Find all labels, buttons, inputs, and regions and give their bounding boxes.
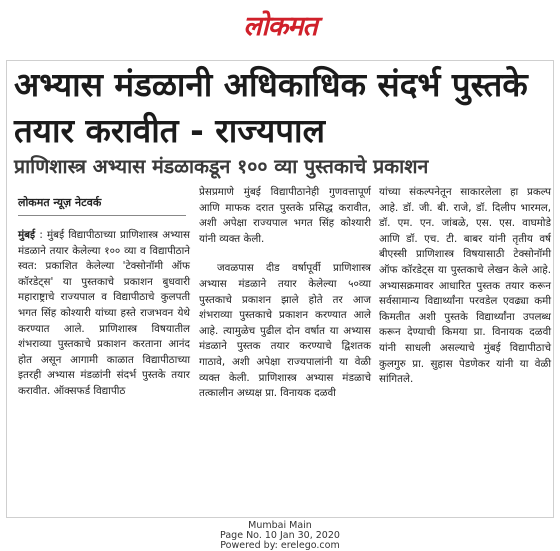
footer-edition: Mumbai Main: [248, 520, 312, 531]
byline: लोकमत न्यूज़ नेटवर्क: [18, 196, 102, 209]
masthead-text: लोकमत: [243, 11, 317, 42]
article-paragraph: जवळपास दीड वर्षापूर्वी प्राणिशास्त्र अभ्यास मंडळाने तयार केलेल्या ५०व्या पुस्तकाचे प्रकाशन झाले होते तर आज शंभराव्या पुस्तकाचे प्रकाशन करण्यात आले आहे. त्यामुळेच पुढील दोन वर्षात या अभ्यास मंडळाने पुस्तक तयार करण्याचे द्विशतक गाठावे, अशी अपेक्षा राज्यपालांनी या वेळी व्यक्त केली. प्राणिशास्त्र अभ्यास मंडळाचे तत्कालीन अध्यक्ष प्रा. विनायक दळवी: [199, 262, 371, 400]
footer-page-date: Page No. 10 Jan 30, 2020: [220, 530, 340, 541]
article-paragraph: यांच्या संकल्पनेतून साकारलेला हा प्रकल्प आहे. डॉ. जी. बी. राजे, डॉ. दिलीप भारमल, डॉ. एम. एन. जांबळे, एस. एस. वाघमोडे आणि डॉ. एच. टी. बाबर यांनी तृतीय वर्ष बीएस्सी प्राणिशास्त्र विषयासाठी टेक्सोनॉमी ऑफ कॉरडेट्स या पुस्तकाचे लेखन केले आहे. अभ्यासक्रमावर आधारित पुस्तक तयार करून सर्वसामान्य विद्यार्थ्यांना परवडेल एवढ्या कमी किमतीत अशी पुस्तके विद्यार्थ्यांना उपलब्ध करून देण्याची किमया प्रा. विनायक दळवी यांनी साधली असल्याचे मुंबई विद्यापीठाचे कुलगुरु प्रा. सुहास पेडणेकर यांनी या वेळी सांगितले.: [379, 186, 551, 386]
byline-divider: [18, 215, 186, 216]
footer-powered-by[interactable]: Powered by: erelego.com: [220, 540, 340, 551]
article-column-2: [199, 185, 371, 404]
headline: अभ्यास मंडळानी अधिकाधिक संदर्भ पुस्तके तयार करावीत - राज्यपाल: [14, 65, 528, 150]
lead-text: : मुंबई विद्यापीठाच्या प्राणिशास्त्र अभ्यास मंडळाने तयार केलेल्या १०० व्या व विद्यापीठाने स्वत: प्रकाशित केलेल्या 'टेक्सोनॉमी ऑफ कॉरडेट्स' या पुस्तकाचे प्रकाशन बुधवारी महाराष्ट्राचे राज्यपाल व विद्यापीठाचे कुलपती भगत सिंह कोश्यारी यांच्या हस्ते राजभवन येथे करण्यात आले. प्राणिशास्त्र विषयातील शंभराव्या पुस्तकाचे प्रकाशन करताना आनंद होत असून आगामी काळात विद्यापीठाच्या इतरही अभ्यास मंडळांनी संदर्भ पुस्तके तयार करावीत. ऑक्सफर्ड विद्यापीठ: [18, 229, 190, 397]
footer: [0, 521, 560, 551]
dateline: मुंबई: [18, 229, 36, 241]
article-column-1: [18, 228, 190, 402]
article-paragraph: [18, 228, 190, 400]
article-column-3: [379, 185, 551, 390]
subheadline: प्राणिशास्त्र अभ्यास मंडळाकडून १०० व्या पुस्तकाचे प्रकाशन: [14, 155, 429, 178]
article-paragraph: प्रेसप्रमाणे मुंबई विद्यापीठानेही गुणवत्तापूर्ण आणि माफक दरात पुस्तके प्रसिद्ध करावीत, अशी अपेक्षा राज्यपाल भगत सिंह कोश्यारी यांनी व्यक्त केली.: [199, 186, 371, 245]
masthead-logo: [0, 6, 560, 43]
